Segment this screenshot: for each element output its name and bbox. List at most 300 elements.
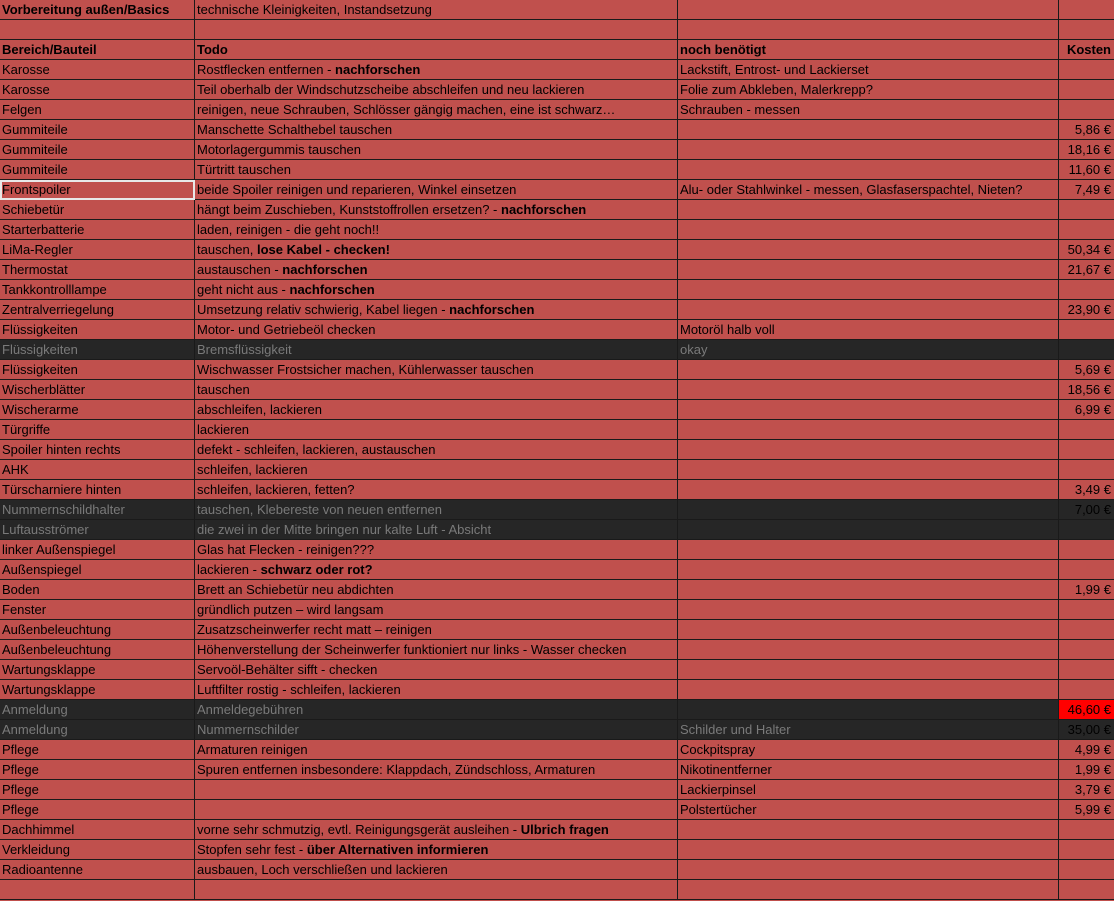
cell-text: Radioantenne xyxy=(2,862,83,877)
cell-kosten[interactable] xyxy=(1059,460,1114,480)
cell-kosten[interactable] xyxy=(1059,380,1114,400)
cell-todo[interactable] xyxy=(195,200,678,220)
cell-text: LiMa-Regler xyxy=(2,242,73,257)
cell-bereich[interactable] xyxy=(0,360,195,380)
cell-bereich[interactable] xyxy=(0,500,195,520)
table-row xyxy=(0,100,1114,120)
cell-text: Türscharniere hinten xyxy=(2,482,122,497)
cell-benoetigt[interactable] xyxy=(678,540,1059,560)
cell-bereich[interactable] xyxy=(0,760,195,780)
cell-bereich[interactable] xyxy=(0,640,195,660)
cell-kosten[interactable] xyxy=(1059,220,1114,240)
cell-text: tauschen xyxy=(197,382,250,397)
cell-benoetigt[interactable] xyxy=(678,240,1059,260)
cell-text: Zentralverriegelung xyxy=(2,302,115,317)
cell-kosten[interactable] xyxy=(1059,500,1114,520)
cell-benoetigt[interactable] xyxy=(678,200,1059,220)
cell-bereich[interactable] xyxy=(0,60,195,80)
cell-text: 5,86 € xyxy=(1074,122,1111,137)
cell-bereich[interactable] xyxy=(0,180,195,200)
cell-benoetigt[interactable] xyxy=(678,40,1059,60)
cell-text: Alu- oder Stahlwinkel - messen, Glasfaserspachtel, Nieten? xyxy=(680,182,1023,197)
cell-todo[interactable] xyxy=(195,780,678,800)
cell-todo[interactable] xyxy=(195,860,678,880)
table-row xyxy=(0,780,1114,800)
cell-kosten[interactable] xyxy=(1059,160,1114,180)
cell-text: 3,79 € xyxy=(1074,782,1111,797)
cell-text: Luftfilter rostig - schleifen, lackieren xyxy=(197,682,401,697)
cell-todo[interactable] xyxy=(195,600,678,620)
cell-todo[interactable] xyxy=(195,40,678,60)
cell-todo[interactable] xyxy=(195,820,678,840)
cell-text: schleifen, lackieren, fetten? xyxy=(197,482,355,497)
cell-benoetigt[interactable] xyxy=(678,360,1059,380)
table-row xyxy=(0,440,1114,460)
table-row xyxy=(0,840,1114,860)
cell-kosten[interactable] xyxy=(1059,540,1114,560)
cell-todo[interactable] xyxy=(195,480,678,500)
cell-todo[interactable] xyxy=(195,420,678,440)
cell-bereich[interactable] xyxy=(0,300,195,320)
cell-bereich[interactable] xyxy=(0,680,195,700)
cell-benoetigt[interactable] xyxy=(678,100,1059,120)
cell-bereich[interactable] xyxy=(0,520,195,540)
table-row xyxy=(0,680,1114,700)
cell-text: Lackierpinsel xyxy=(680,782,756,797)
cell-text: Lackstift, Entrost- und Lackierset xyxy=(680,62,869,77)
cell-benoetigt[interactable] xyxy=(678,720,1059,740)
cell-benoetigt[interactable] xyxy=(678,160,1059,180)
cell-bereich[interactable] xyxy=(0,800,195,820)
cell-text: 23,90 € xyxy=(1067,302,1111,317)
cell-benoetigt[interactable] xyxy=(678,300,1059,320)
cell-benoetigt[interactable] xyxy=(678,880,1059,900)
table-row xyxy=(0,540,1114,560)
cell-kosten[interactable] xyxy=(1059,440,1114,460)
cell-kosten[interactable] xyxy=(1059,800,1114,820)
cell-benoetigt[interactable] xyxy=(678,180,1059,200)
cell-todo[interactable] xyxy=(195,640,678,660)
table-row xyxy=(0,620,1114,640)
cell-benoetigt[interactable] xyxy=(678,220,1059,240)
cell-text: Motoröl halb voll xyxy=(680,322,775,337)
cell-bereich[interactable] xyxy=(0,40,195,60)
cell-text: 18,16 € xyxy=(1067,142,1111,157)
cell-kosten[interactable] xyxy=(1059,660,1114,680)
table-row xyxy=(0,420,1114,440)
cell-benoetigt[interactable] xyxy=(678,0,1059,20)
cell-benoetigt[interactable] xyxy=(678,520,1059,540)
cell-kosten[interactable] xyxy=(1059,640,1114,660)
cell-text: Gummiteile xyxy=(2,162,68,177)
cell-kosten[interactable] xyxy=(1059,100,1114,120)
cell-benoetigt[interactable] xyxy=(678,560,1059,580)
cell-todo[interactable] xyxy=(195,760,678,780)
cell-bereich[interactable] xyxy=(0,220,195,240)
cell-todo[interactable] xyxy=(195,720,678,740)
cell-benoetigt[interactable] xyxy=(678,660,1059,680)
cell-text: Wischerblätter xyxy=(2,382,86,397)
cell-todo[interactable] xyxy=(195,140,678,160)
table-row xyxy=(0,180,1114,200)
cell-text: abschleifen, lackieren xyxy=(197,402,323,417)
cell-text: vorne sehr schmutzig, evtl. Reinigungsgerät ausleihen - xyxy=(197,822,521,837)
table-row xyxy=(0,560,1114,580)
cell-text: Folie zum Abkleben, Malerkrepp? xyxy=(680,82,873,97)
cell-todo[interactable] xyxy=(195,540,678,560)
cell-text: 1,99 € xyxy=(1074,762,1111,777)
cell-todo[interactable] xyxy=(195,460,678,480)
cell-todo[interactable] xyxy=(195,300,678,320)
cell-benoetigt[interactable] xyxy=(678,600,1059,620)
cell-text: Motor- und Getriebeöl checken xyxy=(197,322,376,337)
cell-text: gründlich putzen – wird langsam xyxy=(197,602,384,617)
cell-bereich[interactable] xyxy=(0,20,195,40)
table-row xyxy=(0,220,1114,240)
table-row xyxy=(0,60,1114,80)
cell-kosten[interactable] xyxy=(1059,760,1114,780)
cell-bereich[interactable] xyxy=(0,400,195,420)
table-row xyxy=(0,340,1114,360)
cell-text: austauschen - xyxy=(197,262,283,277)
cell-todo[interactable] xyxy=(195,20,678,40)
cell-text: Außenbeleuchtung xyxy=(2,642,112,657)
table-row xyxy=(0,660,1114,680)
cell-text: Thermostat xyxy=(2,262,68,277)
cell-kosten[interactable] xyxy=(1059,560,1114,580)
cell-bereich[interactable] xyxy=(0,720,195,740)
cell-bereich[interactable] xyxy=(0,860,195,880)
cell-kosten[interactable] xyxy=(1059,420,1114,440)
cell-text: technische Kleinigkeiten, Instandsetzung xyxy=(197,2,432,17)
cell-text: noch benötigt xyxy=(680,42,766,57)
cell-kosten[interactable] xyxy=(1059,120,1114,140)
cell-benoetigt[interactable] xyxy=(678,780,1059,800)
cell-text: defekt - schleifen, lackieren, austauschen xyxy=(197,442,436,457)
cell-benoetigt[interactable] xyxy=(678,740,1059,760)
cell-bereich[interactable] xyxy=(0,120,195,140)
cell-benoetigt[interactable] xyxy=(678,840,1059,860)
cell-todo[interactable] xyxy=(195,520,678,540)
cell-kosten[interactable] xyxy=(1059,600,1114,620)
cell-bereich[interactable] xyxy=(0,580,195,600)
cell-text: Fenster xyxy=(2,602,47,617)
table-row xyxy=(0,600,1114,620)
cell-text: 7,49 € xyxy=(1074,182,1111,197)
cell-kosten[interactable] xyxy=(1059,360,1114,380)
cell-kosten[interactable] xyxy=(1059,0,1114,20)
cell-text: Bremsflüssigkeit xyxy=(197,342,292,357)
table-row xyxy=(0,260,1114,280)
table-row xyxy=(0,380,1114,400)
cell-text: 3,49 € xyxy=(1074,482,1111,497)
cell-todo[interactable] xyxy=(195,180,678,200)
cell-kosten[interactable] xyxy=(1059,840,1114,860)
cell-bereich[interactable] xyxy=(0,0,195,20)
cell-bereich[interactable] xyxy=(0,140,195,160)
cell-text: Todo xyxy=(197,42,228,57)
cell-kosten[interactable] xyxy=(1059,80,1114,100)
cell-text: 35,00 € xyxy=(1067,722,1111,737)
cell-benoetigt[interactable] xyxy=(678,480,1059,500)
cell-kosten[interactable] xyxy=(1059,400,1114,420)
cell-kosten[interactable] xyxy=(1059,860,1114,880)
cell-text: laden, reinigen - die geht noch!! xyxy=(197,222,380,237)
cell-text: Dachhimmel xyxy=(2,822,75,837)
table-row xyxy=(0,480,1114,500)
cell-kosten[interactable] xyxy=(1059,720,1114,740)
cell-bereich[interactable] xyxy=(0,560,195,580)
cell-benoetigt[interactable] xyxy=(678,620,1059,640)
cell-bereich[interactable] xyxy=(0,240,195,260)
cell-text-bold: nachforschen xyxy=(335,62,421,77)
cell-bereich[interactable] xyxy=(0,440,195,460)
table-row xyxy=(0,500,1114,520)
table-row xyxy=(0,460,1114,480)
cell-text-bold: nachforschen xyxy=(289,282,375,297)
cell-todo[interactable] xyxy=(195,700,678,720)
cell-todo[interactable] xyxy=(195,840,678,860)
cell-text: 18,56 € xyxy=(1067,382,1111,397)
table-row xyxy=(0,80,1114,100)
cell-bereich[interactable] xyxy=(0,380,195,400)
cell-bereich[interactable] xyxy=(0,200,195,220)
cell-benoetigt[interactable] xyxy=(678,260,1059,280)
table-row xyxy=(0,640,1114,660)
cell-bereich[interactable] xyxy=(0,260,195,280)
cell-todo[interactable] xyxy=(195,800,678,820)
cell-kosten[interactable] xyxy=(1059,820,1114,840)
cell-kosten[interactable] xyxy=(1059,580,1114,600)
cell-bereich[interactable] xyxy=(0,480,195,500)
cell-benoetigt[interactable] xyxy=(678,820,1059,840)
cell-todo[interactable] xyxy=(195,120,678,140)
cell-bereich[interactable] xyxy=(0,80,195,100)
cell-bereich[interactable] xyxy=(0,420,195,440)
cell-bereich[interactable] xyxy=(0,620,195,640)
cell-text: Spuren entfernen insbesondere: Klappdach, Zündschloss, Armaturen xyxy=(197,762,596,777)
cell-text: reinigen, neue Schrauben, Schlösser gängig machen, eine ist schwarz… xyxy=(197,102,616,117)
cell-kosten[interactable] xyxy=(1059,240,1114,260)
table-row xyxy=(0,580,1114,600)
cell-text: Frontspoiler xyxy=(2,182,71,197)
cell-kosten[interactable] xyxy=(1059,320,1114,340)
cell-text: Anmeldegebühren xyxy=(197,702,304,717)
cell-benoetigt[interactable] xyxy=(678,440,1059,460)
cell-kosten[interactable] xyxy=(1059,40,1114,60)
cell-text: AHK xyxy=(2,462,29,477)
cell-benoetigt[interactable] xyxy=(678,140,1059,160)
cell-text: Stopfen sehr fest - xyxy=(197,842,307,857)
cell-text: Türgriffe xyxy=(2,422,51,437)
cell-text: 21,67 € xyxy=(1067,262,1111,277)
cell-text: Starterbatterie xyxy=(2,222,85,237)
cell-text-bold: schwarz oder rot? xyxy=(260,562,373,577)
table-row xyxy=(0,320,1114,340)
table-row xyxy=(0,520,1114,540)
cell-todo[interactable] xyxy=(195,580,678,600)
cell-text: Außenspiegel xyxy=(2,562,82,577)
cell-text: hängt beim Zuschieben, Kunststoffrollen ersetzen? - xyxy=(197,202,501,217)
cell-bereich[interactable] xyxy=(0,540,195,560)
cell-text: Nummernschildhalter xyxy=(2,502,125,517)
cell-bereich[interactable] xyxy=(0,660,195,680)
cell-benoetigt[interactable] xyxy=(678,120,1059,140)
cell-benoetigt[interactable] xyxy=(678,700,1059,720)
cell-todo[interactable] xyxy=(195,60,678,80)
cell-todo[interactable] xyxy=(195,160,678,180)
cell-text: 11,60 € xyxy=(1068,162,1111,177)
cell-text: Pflege xyxy=(2,802,39,817)
cell-bereich[interactable] xyxy=(0,280,195,300)
cell-todo[interactable] xyxy=(195,560,678,580)
cell-kosten[interactable] xyxy=(1059,740,1114,760)
cell-text: ausbauen, Loch verschließen und lackieren xyxy=(197,862,448,877)
cell-todo[interactable] xyxy=(195,320,678,340)
cell-text: Wartungsklappe xyxy=(2,682,96,697)
cell-text: tauschen, Klebereste von neuen entfernen xyxy=(197,502,443,517)
cell-benoetigt[interactable] xyxy=(678,500,1059,520)
cell-text: Nikotinentferner xyxy=(680,762,772,777)
cell-text: Pflege xyxy=(2,762,39,777)
cell-benoetigt[interactable] xyxy=(678,400,1059,420)
cell-kosten[interactable] xyxy=(1059,780,1114,800)
cell-benoetigt[interactable] xyxy=(678,760,1059,780)
cell-todo[interactable] xyxy=(195,500,678,520)
cell-benoetigt[interactable] xyxy=(678,280,1059,300)
cell-benoetigt[interactable] xyxy=(678,580,1059,600)
cell-benoetigt[interactable] xyxy=(678,380,1059,400)
cell-text: Rostflecken entfernen - xyxy=(197,62,336,77)
cell-text-bold: Ulbrich fragen xyxy=(520,822,609,837)
cell-bereich[interactable] xyxy=(0,460,195,480)
table-row xyxy=(0,740,1114,760)
cell-bereich[interactable] xyxy=(0,820,195,840)
cell-text: Bereich/Bauteil xyxy=(2,42,97,57)
cell-benoetigt[interactable] xyxy=(678,340,1059,360)
cell-kosten[interactable] xyxy=(1059,480,1114,500)
cell-kosten[interactable] xyxy=(1059,680,1114,700)
cell-text: Anmeldung xyxy=(2,722,68,737)
cell-todo[interactable] xyxy=(195,440,678,460)
cell-kosten[interactable] xyxy=(1059,880,1114,900)
cell-todo[interactable] xyxy=(195,620,678,640)
table-row xyxy=(0,400,1114,420)
cell-text: Manschette Schalthebel tauschen xyxy=(197,122,393,137)
cell-kosten[interactable] xyxy=(1059,60,1114,80)
cell-todo[interactable] xyxy=(195,660,678,680)
table-row xyxy=(0,880,1114,900)
cell-todo[interactable] xyxy=(195,0,678,20)
cell-text-bold: nachforschen xyxy=(449,302,535,317)
cell-text: 5,99 € xyxy=(1074,802,1111,817)
cell-benoetigt[interactable] xyxy=(678,800,1059,820)
cell-text: Boden xyxy=(2,582,40,597)
cell-kosten[interactable] xyxy=(1059,20,1114,40)
cell-benoetigt[interactable] xyxy=(678,640,1059,660)
cell-todo[interactable] xyxy=(195,100,678,120)
cell-bereich[interactable] xyxy=(0,840,195,860)
cell-text: Glas hat Flecken - reinigen??? xyxy=(197,542,375,557)
cell-text: Karosse xyxy=(2,82,50,97)
cell-benoetigt[interactable] xyxy=(678,460,1059,480)
cell-todo[interactable] xyxy=(195,360,678,380)
header-row xyxy=(0,40,1114,60)
cell-bereich[interactable] xyxy=(0,100,195,120)
cell-bereich[interactable] xyxy=(0,320,195,340)
cell-bereich[interactable] xyxy=(0,740,195,760)
cell-text-bold: über Alternativen informieren xyxy=(306,842,489,857)
table-row xyxy=(0,860,1114,880)
cell-benoetigt[interactable] xyxy=(678,80,1059,100)
cell-bereich[interactable] xyxy=(0,880,195,900)
cell-text: geht nicht aus - xyxy=(197,282,290,297)
cell-text: 4,99 € xyxy=(1074,742,1111,757)
cell-benoetigt[interactable] xyxy=(678,320,1059,340)
cell-bereich[interactable] xyxy=(0,700,195,720)
cell-benoetigt[interactable] xyxy=(678,60,1059,80)
cell-benoetigt[interactable] xyxy=(678,680,1059,700)
cell-bereich[interactable] xyxy=(0,160,195,180)
table-row xyxy=(0,200,1114,220)
cell-todo[interactable] xyxy=(195,240,678,260)
cell-todo[interactable] xyxy=(195,740,678,760)
cell-kosten[interactable] xyxy=(1059,700,1114,720)
cell-text: Schilder und Halter xyxy=(680,722,791,737)
cell-todo[interactable] xyxy=(195,220,678,240)
cell-text: Wischerarme xyxy=(2,402,79,417)
table-row xyxy=(0,720,1114,740)
cell-text: Luftausströmer xyxy=(2,522,89,537)
cell-kosten[interactable] xyxy=(1059,180,1114,200)
cell-benoetigt[interactable] xyxy=(678,20,1059,40)
cell-text: tauschen, xyxy=(197,242,257,257)
table-row xyxy=(0,140,1114,160)
cell-todo[interactable] xyxy=(195,260,678,280)
cell-benoetigt[interactable] xyxy=(678,860,1059,880)
cell-text: Vorbereitung außen/Basics xyxy=(2,2,170,17)
cell-kosten[interactable] xyxy=(1059,300,1114,320)
cell-bereich[interactable] xyxy=(0,340,195,360)
cell-text: Teil oberhalb der Windschutzscheibe abschleifen und neu lackieren xyxy=(197,82,585,97)
cell-todo[interactable] xyxy=(195,280,678,300)
cell-text: Türtritt tauschen xyxy=(197,162,291,177)
cell-kosten[interactable] xyxy=(1059,340,1114,360)
table-row xyxy=(0,800,1114,820)
table-row xyxy=(0,760,1114,780)
cell-todo[interactable] xyxy=(195,680,678,700)
cell-bereich[interactable] xyxy=(0,780,195,800)
cell-todo[interactable] xyxy=(195,340,678,360)
cell-bereich[interactable] xyxy=(0,600,195,620)
table-row xyxy=(0,300,1114,320)
cell-kosten[interactable] xyxy=(1059,520,1114,540)
cell-kosten[interactable] xyxy=(1059,620,1114,640)
cell-kosten[interactable] xyxy=(1059,280,1114,300)
cell-todo[interactable] xyxy=(195,400,678,420)
cell-todo[interactable] xyxy=(195,380,678,400)
cell-text: 5,69 € xyxy=(1074,362,1111,377)
table-row xyxy=(0,120,1114,140)
cell-kosten[interactable] xyxy=(1059,140,1114,160)
cell-todo[interactable] xyxy=(195,880,678,900)
cell-todo[interactable] xyxy=(195,80,678,100)
cell-kosten[interactable] xyxy=(1059,260,1114,280)
cell-text: okay xyxy=(680,342,708,357)
cell-kosten[interactable] xyxy=(1059,200,1114,220)
cell-text: lackieren - xyxy=(197,562,261,577)
cell-benoetigt[interactable] xyxy=(678,420,1059,440)
